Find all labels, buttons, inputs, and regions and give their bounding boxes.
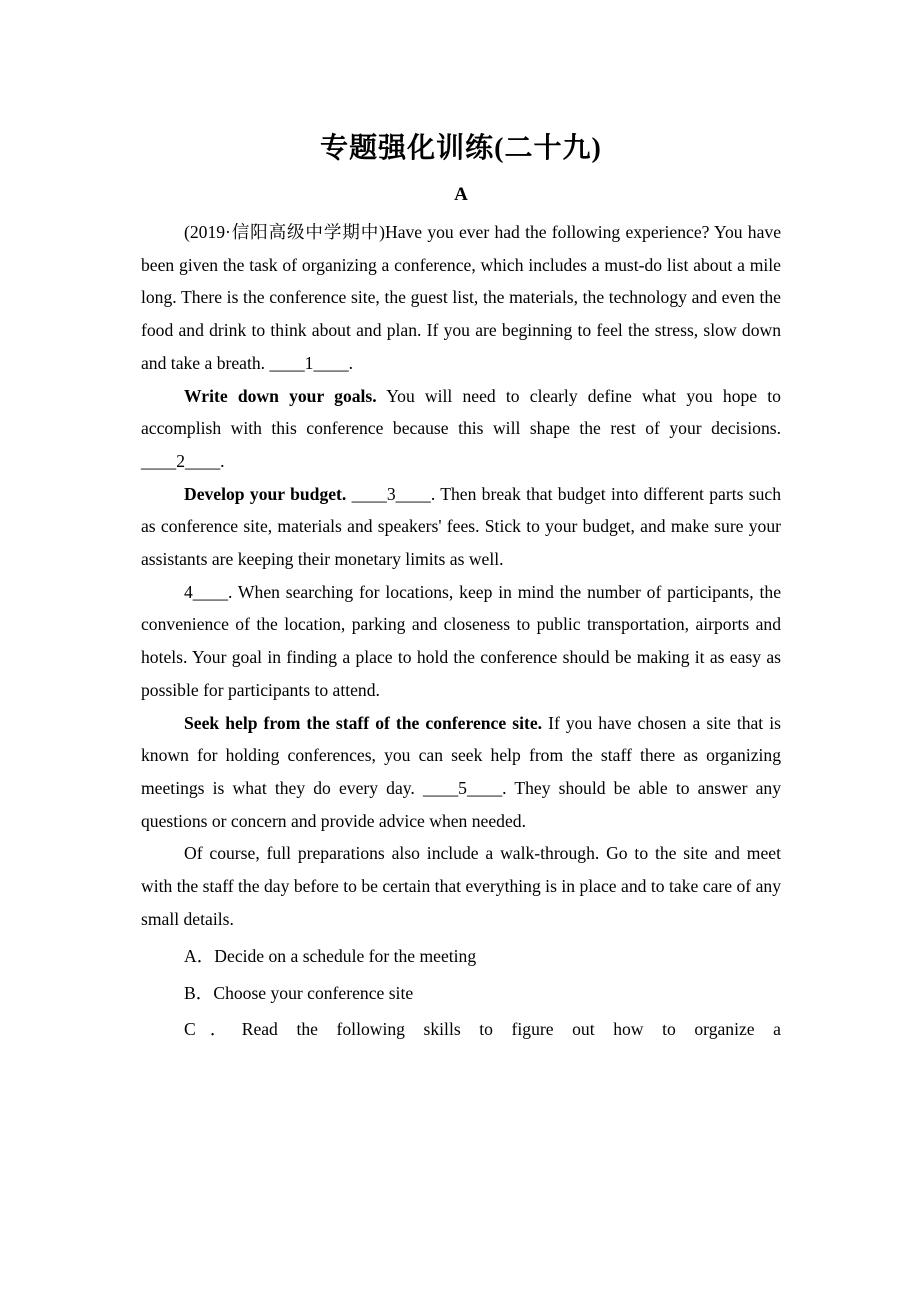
paragraph-lead: Seek help from the staff of the conference site.: [184, 712, 543, 733]
answer-options: [141, 938, 781, 1047]
paragraph-lead: Write down your goals.: [184, 385, 377, 406]
paragraph-text: You will need to clearly define what you hope to accomplish with this conference because this will shape the rest of your decisions. ____2____.: [141, 385, 781, 471]
paragraph-budget: [141, 478, 781, 576]
paragraph-text: 4____. When searching for locations, keep in mind the number of participants, the convenience of the location, parking and closeness to public transportation, airports and hotels. Your goal in finding a place to hold the conference should be making it as easy as possible for participants to attend.: [141, 581, 781, 700]
section-label: A: [454, 184, 468, 205]
paragraph-text: ____3____. Then break that budget into different parts such as conference site, materials and speakers' fees. Stick to your budget, and make sure your assistants are keeping their monetary limits as well.: [141, 483, 782, 570]
option-b: B．Choose your conference site: [184, 982, 414, 1003]
paragraph-text: If you have chosen a site that is known for holding conferences, you can seek help from the staff there as organizing meetings is what they do every day. ____5____. They should be able to answer any questions or concern and provide advice when needed.: [141, 712, 781, 831]
option-a: A．Decide on a schedule for the meeting: [184, 946, 477, 967]
paragraph-goals: [141, 380, 781, 478]
paragraph-walkthrough: [141, 837, 781, 935]
paragraph-text: Of course, full preparations also include a walk-through. Go to the site and meet with the staff the day before to be certain that everything is in place and to take care of any small details.: [141, 843, 781, 929]
paragraph-text: (2019·信阳高级中学期中)Have you ever had the following experience? You have been given the task of organizing a conference, which includes a must-do list about a mile long. There is the conference site, the guest list, the materials, the technology and even the food and drink to think about and plan. If you are beginning to feel the stress, slow down and take a breath. ____1____.: [141, 222, 781, 373]
page-title: 专题强化训练(二十九): [320, 133, 602, 164]
option-c: C．Read the following skills to figure out how to organize a: [184, 1019, 781, 1040]
paragraph-intro: [141, 216, 781, 380]
paragraph-staff-help: [141, 707, 781, 838]
paragraph-lead: Develop your budget.: [184, 483, 347, 504]
paragraph-locations: [141, 576, 781, 707]
